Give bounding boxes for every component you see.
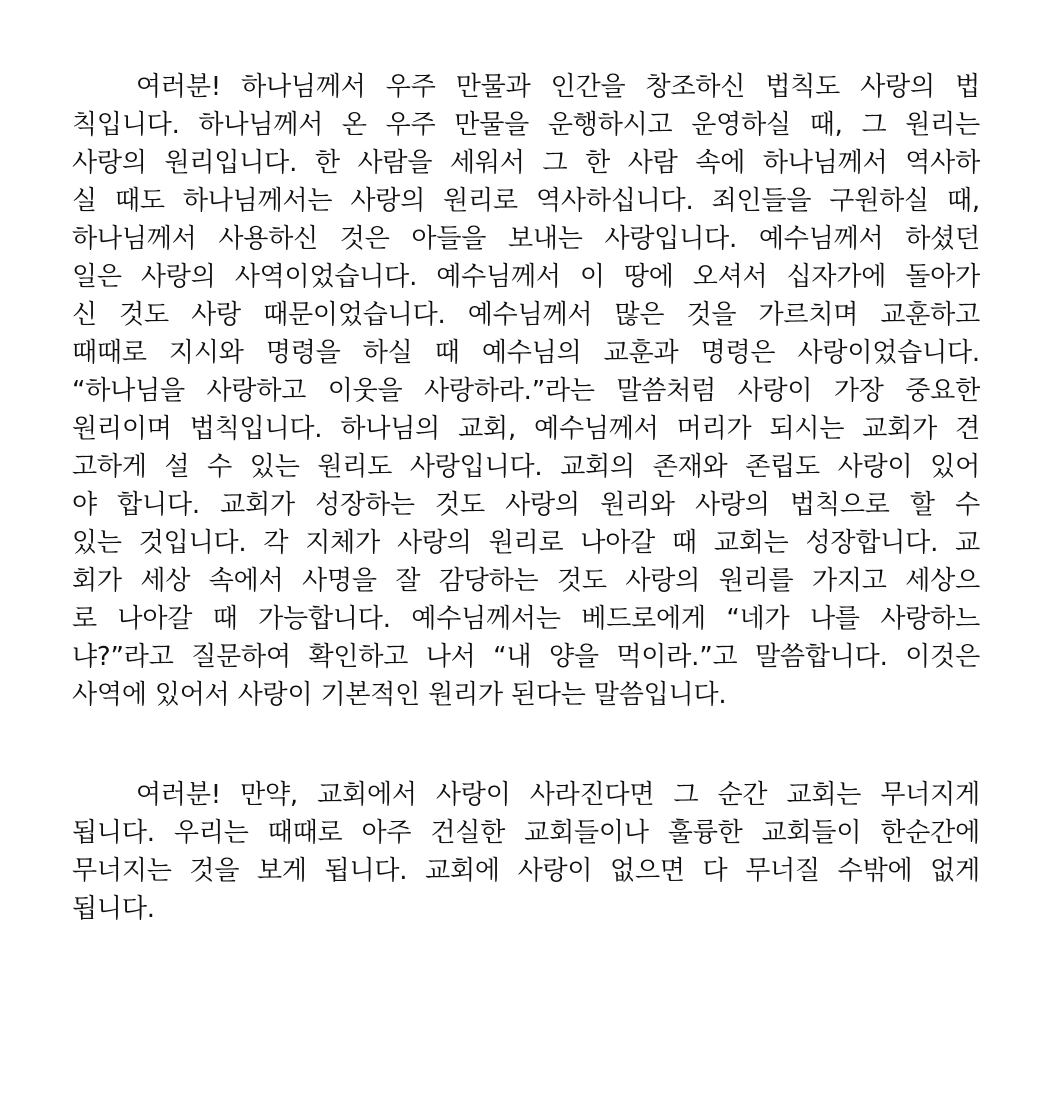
text-line: 됩니다. (72, 894, 155, 924)
text-line: 사역에 있어서 사랑이 기본적인 원리가 된다는 말씀입니다. (72, 680, 727, 710)
text-line: 일은 사랑의 사역이었습니다. 예수님께서 이 땅에 오셔서 십자가에 돌아가 (72, 262, 980, 292)
text-line: 야 합니다. 교회가 성장하는 것도 사랑의 원리와 사랑의 법칙으로 할 수 (72, 490, 980, 520)
text-line: 여러분! 만약, 교회에서 사랑이 사라진다면 그 순간 교회는 무너지게 (136, 780, 980, 810)
text-line: 사랑의 원리입니다. 한 사람을 세워서 그 한 사람 속에 하나님께서 역사하 (72, 148, 980, 178)
text-line: 때때로 지시와 명령을 하실 때 예수님의 교훈과 명령은 사랑이었습니다. (72, 338, 980, 368)
paragraph-spacer (72, 714, 980, 776)
text-line: “하나님을 사랑하고 이웃을 사랑하라.”라는 말씀처럼 사랑이 가장 중요한 (72, 376, 980, 406)
text-line: 회가 세상 속에서 사명을 잘 감당하는 것도 사랑의 원리를 가지고 세상으 (72, 566, 980, 596)
text-line: 하나님께서 사용하신 것은 아들을 보내는 사랑입니다. 예수님께서 하셨던 (72, 224, 980, 254)
text-line: 고하게 설 수 있는 원리도 사랑입니다. 교회의 존재와 존립도 사랑이 있어 (72, 452, 980, 482)
text-line: 여러분! 하나님께서 우주 만물과 인간을 창조하신 법칙도 사랑의 법 (136, 72, 980, 102)
text-line: 무너지는 것을 보게 됩니다. 교회에 사랑이 없으면 다 무너질 수밖에 없게 (72, 856, 980, 886)
text-line: 있는 것입니다. 각 지체가 사랑의 원리로 나아갈 때 교회는 성장합니다. 교 (72, 528, 980, 558)
text-line: 냐?”라고 질문하여 확인하고 나서 “내 양을 먹이라.”고 말씀합니다. 이것은 (72, 642, 980, 672)
text-line: 원리이며 법칙입니다. 하나님의 교회, 예수님께서 머리가 되시는 교회가 견 (72, 414, 980, 444)
document-page (72, 68, 980, 928)
paragraph-church-without-love (72, 776, 980, 928)
text-line: 로 나아갈 때 가능합니다. 예수님께서는 베드로에게 “네가 나를 사랑하느 (72, 604, 980, 634)
text-line: 됩니다. 우리는 때때로 아주 건실한 교회들이나 훌륭한 교회들이 한순간에 (72, 818, 980, 848)
paragraph-love-as-principle (72, 68, 980, 714)
text-line: 실 때도 하나님께서는 사랑의 원리로 역사하십니다. 죄인들을 구원하실 때, (72, 186, 980, 216)
text-line: 신 것도 사랑 때문이었습니다. 예수님께서 많은 것을 가르치며 교훈하고 (72, 300, 980, 330)
text-line: 칙입니다. 하나님께서 온 우주 만물을 운행하시고 운영하실 때, 그 원리는 (72, 110, 980, 140)
